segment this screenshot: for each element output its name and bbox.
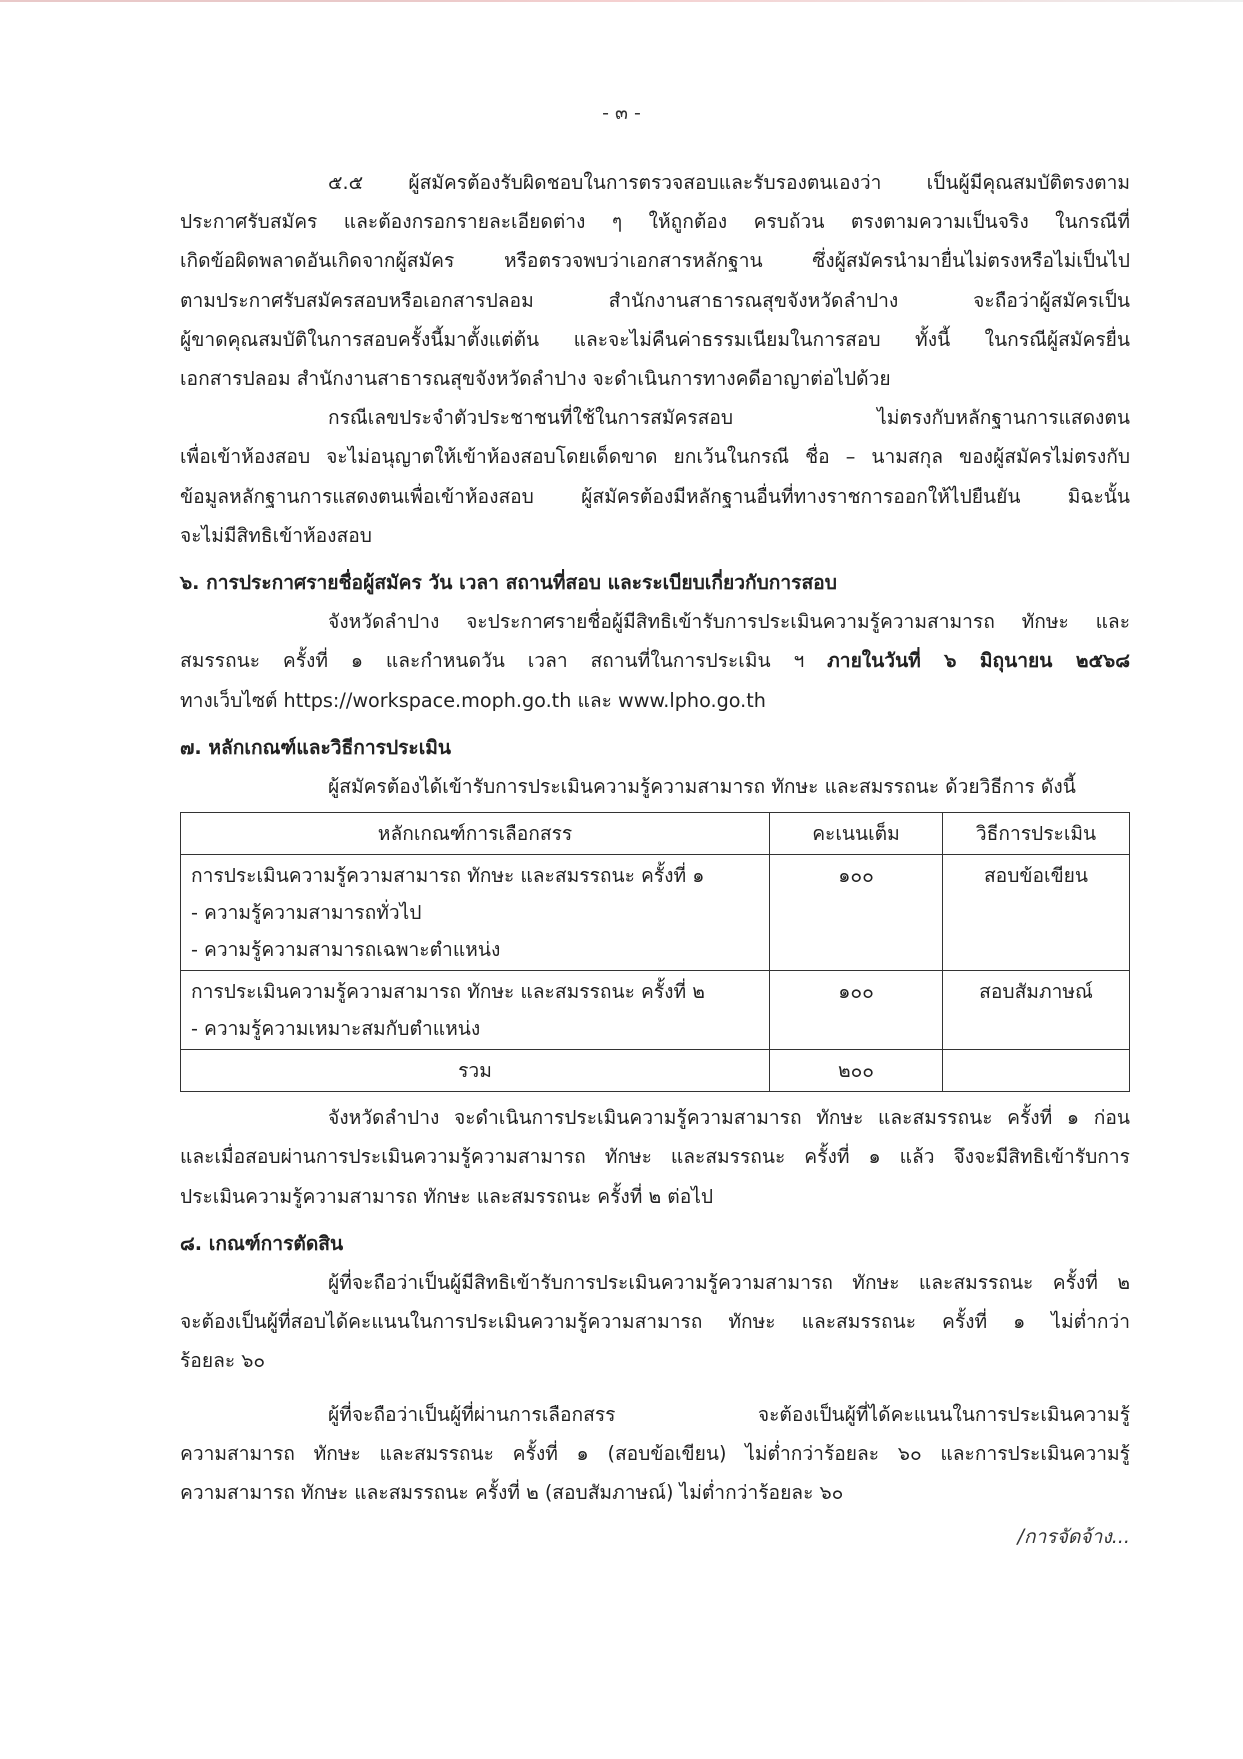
s7-after-line1: จังหวัดลำปาง จะดำเนินการประเมินความรู้ความสามารถ ทักษะ และสมรรถนะ ครั้งที่ ๑ ก่อน bbox=[328, 1106, 1130, 1130]
row1-criteria bbox=[181, 855, 770, 971]
s8-para2-line2: ความสามารถ ทักษะ และสมรรถนะ ครั้งที่ ๑ (สอบข้อเขียน) ไม่ต่ำกว่าร้อยละ ๖๐ และการประเมินความรู้ bbox=[180, 1441, 1130, 1465]
s8-para2-line1: ผู้ที่จะถือว่าเป็นผู้ที่ผ่านการเลือกสรร จะต้องเป็นผู้ที่ได้คะแนนในการประเมินความรู้ bbox=[328, 1402, 1130, 1426]
header-score: คะเนนเต็ม bbox=[770, 813, 943, 855]
s5-para2-line1: กรณีเลขประจำตัวประชาชนที่ใช้ในการสมัครสอบ ไม่ตรงกับหลักฐานการแสดงตน bbox=[328, 406, 1130, 430]
s7-after-line2: และเมื่อสอบผ่านการประเมินความรู้ความสามารถ ทักษะ และสมรรถนะ ครั้งที่ ๑ แล้ว จึงจะมีสิทธิเข้ารับการ bbox=[180, 1145, 1130, 1169]
s5-para1-line6: เอกสารปลอม สำนักงานสาธารณสุขจังหวัดลำปาง จะดำเนินการทางคดีอาญาต่อไปด้วย bbox=[180, 367, 891, 391]
row1-line3: - ความรู้ความสามารถเฉพาะตำแหน่ง bbox=[191, 938, 501, 962]
s5-para1-line1: ๕.๕ ผู้สมัครต้องรับผิดชอบในการตรวจสอบและรับรองตนเองว่า เป็นผู้มีคุณสมบัติตรงตาม bbox=[328, 171, 1130, 194]
s8-para2-line3: ความสามารถ ทักษะ และสมรรถนะ ครั้งที่ ๒ (สอบสัมภาษณ์) ไม่ต่ำกว่าร้อยละ ๖๐ bbox=[180, 1481, 844, 1505]
s8-para1-line1: ผู้ที่จะถือว่าเป็นผู้มีสิทธิเข้ารับการประเมินความรู้ความสามารถ ทักษะ และสมรรถนะ ครั้งที่ ๒ bbox=[328, 1271, 1130, 1295]
row1-score: ๑๐๐ bbox=[770, 855, 943, 971]
page-number: - ๓ - bbox=[602, 102, 641, 124]
table-total-row bbox=[181, 1050, 1130, 1092]
scan-edge-line bbox=[0, 0, 1243, 2]
row2-method: สอบสัมภาษณ์ bbox=[943, 971, 1130, 1050]
s6-line3: ทางเว็บไซต์ https://workspace.moph.go.th และ www.lpho.go.th bbox=[180, 688, 766, 712]
total-score: ๒๐๐ bbox=[770, 1050, 943, 1092]
s6-line1: จังหวัดลำปาง จะประกาศรายชื่อผู้มีสิทธิเข้ารับการประเมินความรู้ความสามารถ ทักษะ และ bbox=[328, 610, 1130, 634]
section6-heading: ๖. การประกาศรายชื่อผู้สมัคร วัน เวลา สถานที่สอบ และระเบียบเกี่ยวกับการสอบ bbox=[180, 571, 837, 595]
s5-para1-line4: ตามประกาศรับสมัครสอบหรือเอกสารปลอม สำนักงานสาธารณสุขจังหวัดลำปาง จะถือว่าผู้สมัครเป็น bbox=[180, 288, 1130, 312]
table-row bbox=[181, 971, 1130, 1050]
s7-intro: ผู้สมัครต้องได้เข้ารับการประเมินความรู้ความสามารถ ทักษะ และสมรรถนะ ด้วยวิธีการ ดังนี้ bbox=[328, 775, 1076, 799]
paragraph-spacer bbox=[180, 1381, 1130, 1395]
row1-line2: - ความรู้ความสามารถทั่วไป bbox=[191, 901, 422, 925]
s6-line2-text: สมรรถนะ ครั้งที่ ๑ และกำหนดวัน เวลา สถานที่ในการประเมิน ฯ bbox=[180, 649, 805, 673]
section8-heading: ๘. เกณฑ์การตัดสิน bbox=[180, 1231, 344, 1255]
s5-para2-line4: จะไม่มีสิทธิเข้าห้องสอบ bbox=[180, 523, 372, 547]
s7-after-line3: ประเมินความรู้ความสามารถ ทักษะ และสมรรถนะ ครั้งที่ ๒ ต่อไป bbox=[180, 1184, 714, 1208]
s5-para2-line3: ข้อมูลหลักฐานการแสดงตนเพื่อเข้าห้องสอบ ผู้สมัครต้องมีหลักฐานอื่นที่ทางราชการออกให้ไปยืนยัน มิฉะนั้น bbox=[180, 484, 1130, 508]
s5-para1-line5: ผู้ขาดคุณสมบัติในการสอบครั้งนี้มาตั้งแต่ต้น และจะไม่คืนค่าธรรมเนียมในการสอบ ทั้งนี้ ในกรณีผู้สมัครยื่น bbox=[180, 327, 1130, 351]
table-row bbox=[181, 855, 1130, 971]
s5-para1-line3: เกิดข้อผิดพลาดอันเกิดจากผู้สมัคร หรือตรวจพบว่าเอกสารหลักฐาน ซึ่งผู้สมัครนำมายื่นไม่ตรงหรือไม่เป็นไป bbox=[180, 249, 1130, 273]
s8-para1-line3: ร้อยละ ๖๐ bbox=[180, 1349, 266, 1373]
document-body bbox=[180, 163, 1130, 1512]
row1-method: สอบข้อเขียน bbox=[943, 855, 1130, 971]
s6-line2 bbox=[180, 641, 1130, 680]
s5-para1-line2: ประกาศรับสมัคร และต้องกรอกรายละเอียดต่าง ๆ ให้ถูกต้อง ครบถ้วน ตรงตามความเป็นจริง ในกรณีที่ bbox=[180, 210, 1130, 234]
s8-para1-line2: จะต้องเป็นผู้ที่สอบได้คะแนนในการประเมินความรู้ความสามารถ ทักษะ และสมรรถนะ ครั้งที่ ๑ ไม่ต่ำกว่า bbox=[180, 1310, 1130, 1334]
total-method-empty bbox=[943, 1050, 1130, 1092]
s6-announcement-date: ภายในวันที่ ๖ มิถุนายน ๒๕๖๘ bbox=[827, 649, 1131, 673]
row2-criteria bbox=[181, 971, 770, 1050]
total-label: รวม bbox=[181, 1050, 770, 1092]
row2-line2: - ความรู้ความเหมาะสมกับตำแหน่ง bbox=[191, 1017, 481, 1041]
table-header-row bbox=[181, 813, 1130, 855]
s5-para2-line2: เพื่อเข้าห้องสอบ จะไม่อนุญาตให้เข้าห้องสอบโดยเด็ดขาด ยกเว้นในกรณี ชื่อ – นามสกุล ของผู้สมัครไม่ตรงกับ bbox=[180, 445, 1130, 469]
row1-line1: การประเมินความรู้ความสามารถ ทักษะ และสมรรถนะ ครั้งที่ ๑ bbox=[191, 864, 705, 888]
section7-heading: ๗. หลักเกณฑ์และวิธีการประเมิน bbox=[180, 735, 452, 759]
row2-score: ๑๐๐ bbox=[770, 971, 943, 1050]
row2-line1: การประเมินความรู้ความสามารถ ทักษะ และสมรรถนะ ครั้งที่ ๒ bbox=[191, 980, 705, 1004]
header-method: วิธีการประเมิน bbox=[943, 813, 1130, 855]
criteria-table bbox=[180, 812, 1130, 1092]
header-criteria: หลักเกณฑ์การเลือกสรร bbox=[181, 813, 770, 855]
continuation-note: /การจัดจ้าง... bbox=[1017, 1525, 1130, 1548]
